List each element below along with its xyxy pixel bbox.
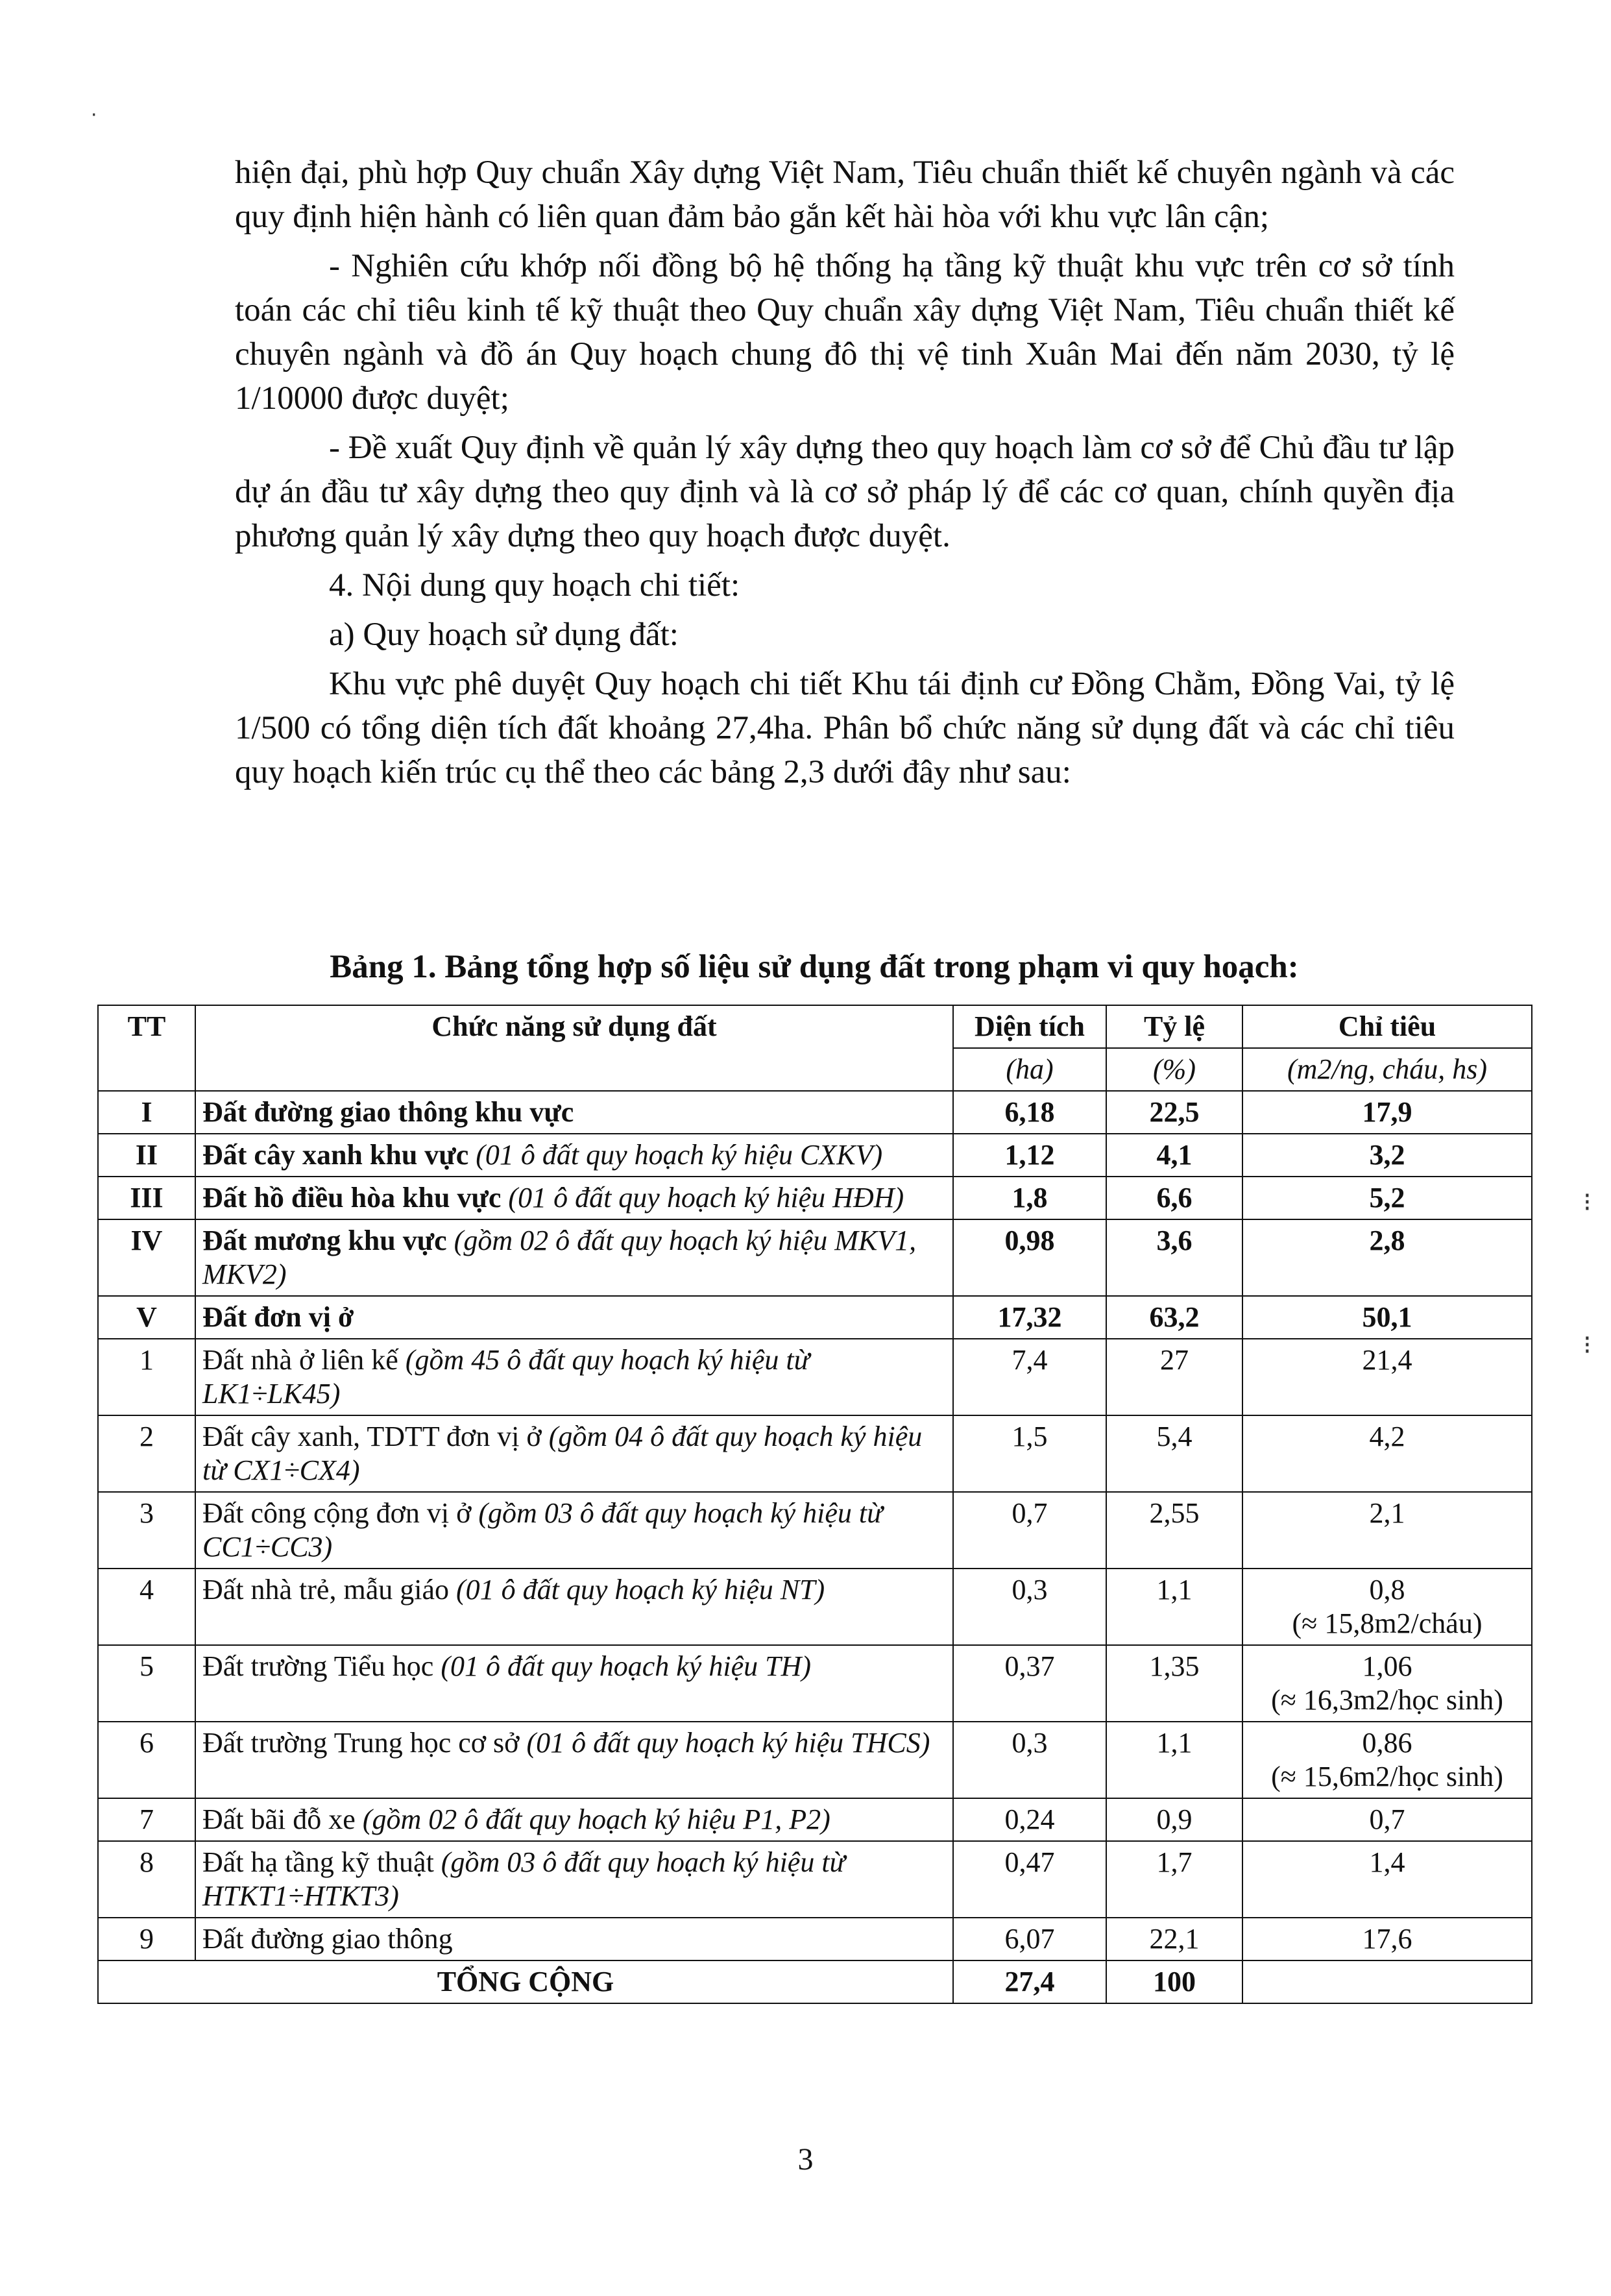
function-name: Đất công cộng đơn vị ở [202, 1497, 472, 1529]
cell-area: 0,3 [953, 1722, 1106, 1798]
index-value: 4,2 [1369, 1421, 1405, 1452]
function-name: Đất đơn vị ở [202, 1301, 354, 1333]
cell-area: 17,32 [953, 1296, 1106, 1339]
paragraph: - Đề xuất Quy định về quản lý xây dựng theo quy hoạch làm cơ sở để Chủ đầu tư lập dự án đầu tư xây dựng theo quy định và là cơ sở pháp lý để các cơ quan, chính quyền địa phương quản lý xây dựng theo quy hoạch được duyệt. [235, 430, 1455, 554]
cell-function [195, 1569, 953, 1645]
table-row [98, 1841, 1532, 1918]
function-note: (01 ô đất quy hoạch ký hiệu TH) [441, 1650, 811, 1682]
header-index: Chỉ tiêu [1242, 1005, 1532, 1048]
cell-area: 6,18 [953, 1091, 1106, 1134]
index-note: (≈ 15,6m2/học sinh) [1271, 1761, 1503, 1792]
cell-function [195, 1296, 953, 1339]
function-note: (gồm 02 ô đất quy hoạch ký hiệu P1, P2) [362, 1803, 830, 1835]
header-function: Chức năng sử dụng đất [195, 1005, 953, 1091]
cell-area: 1,5 [953, 1415, 1106, 1492]
table-row [98, 1645, 1532, 1722]
header-tt: TT [98, 1005, 195, 1091]
unit-ratio: (%) [1106, 1048, 1242, 1091]
table-row [98, 1219, 1532, 1296]
header-row [98, 1005, 1532, 1048]
unit-index: (m2/ng, cháu, hs) [1242, 1048, 1532, 1091]
index-note: (≈ 16,3m2/học sinh) [1271, 1684, 1503, 1716]
function-name: Đất đường giao thông [202, 1923, 453, 1955]
cell-ratio: 6,6 [1106, 1177, 1242, 1219]
index-value: 50,1 [1362, 1301, 1412, 1333]
table-row [98, 1492, 1532, 1569]
cell-index [1242, 1645, 1532, 1722]
index-value: 1,06 [1362, 1650, 1412, 1682]
function-note: (01 ô đất quy hoạch ký hiệu NT) [455, 1574, 825, 1606]
index-value: 3,2 [1369, 1139, 1405, 1171]
cell-index [1242, 1722, 1532, 1798]
table-row [98, 1798, 1532, 1841]
index-note: (≈ 15,8m2/cháu) [1292, 1607, 1483, 1639]
section-heading: 4. Nội dung quy hoạch chi tiết: [329, 567, 740, 604]
cell-tt: I [98, 1091, 195, 1134]
cell-index [1242, 1339, 1532, 1415]
cell-ratio: 2,55 [1106, 1492, 1242, 1569]
index-value: 2,1 [1369, 1497, 1405, 1529]
cell-ratio: 3,6 [1106, 1219, 1242, 1296]
paragraph: - Nghiên cứu khớp nối đồng bộ hệ thống hạ tầng kỹ thuật khu vực trên cơ sở tính toán các chỉ tiêu kinh tế kỹ thuật theo Quy chuẩn xây dựng Việt Nam, Tiêu chuẩn thiết kế chuyên ngành và đồ án Quy hoạch chung đô thị vệ tinh Xuân Mai đến năm 2030, tỷ lệ 1/10000 được duyệt; [235, 248, 1455, 417]
total-area: 27,4 [953, 1960, 1106, 2003]
index-value: 2,8 [1369, 1225, 1405, 1256]
cell-tt: V [98, 1296, 195, 1339]
cell-index [1242, 1219, 1532, 1296]
cell-ratio: 1,1 [1106, 1722, 1242, 1798]
cell-index [1242, 1569, 1532, 1645]
cell-tt: 9 [98, 1918, 195, 1960]
cell-ratio: 1,7 [1106, 1841, 1242, 1918]
cell-ratio: 1,35 [1106, 1645, 1242, 1722]
cell-function [195, 1798, 953, 1841]
cell-function [195, 1841, 953, 1918]
cell-index [1242, 1177, 1532, 1219]
table-title: Bảng 1. Bảng tổng hợp số liệu sử dụng đất trong phạm vi quy hoạch: [330, 949, 1299, 985]
cell-ratio: 4,1 [1106, 1134, 1242, 1177]
function-name: Đất cây xanh, TDTT đơn vị ở [202, 1421, 542, 1452]
cell-tt: 3 [98, 1492, 195, 1569]
cell-tt: 4 [98, 1569, 195, 1645]
index-value: 0,7 [1369, 1803, 1405, 1835]
cell-area: 1,12 [953, 1134, 1106, 1177]
paragraph: Khu vực phê duyệt Quy hoạch chi tiết Khu tái định cư Đồng Chằm, Đồng Vai, tỷ lệ 1/500 có tổng diện tích đất khoảng 27,4ha. Phân bổ chức năng sử dụng đất và các chỉ tiêu quy hoạch kiến trúc cụ thể theo các bảng 2,3 dưới đây như sau: [235, 666, 1455, 790]
function-name: Đất nhà ở liên kế [202, 1344, 398, 1376]
cell-area: 1,8 [953, 1177, 1106, 1219]
cell-ratio: 1,1 [1106, 1569, 1242, 1645]
function-name: Đất hồ điều hòa khu vực [202, 1182, 502, 1214]
page-number: 3 [797, 2142, 814, 2177]
function-name: Đất trường Tiểu học [202, 1650, 434, 1682]
cell-function [195, 1492, 953, 1569]
function-note: (gồm 03 ô đất quy hoạch ký hiệu từ HTKT1÷HTKT3) [202, 1846, 845, 1912]
total-row [98, 1960, 1532, 2003]
cell-index [1242, 1918, 1532, 1960]
index-value: 1,4 [1369, 1846, 1405, 1878]
index-value: 17,6 [1362, 1923, 1412, 1955]
cell-tt: 1 [98, 1339, 195, 1415]
header-ratio: Tỷ lệ [1106, 1005, 1242, 1048]
cell-index [1242, 1091, 1532, 1134]
function-note: (01 ô đất quy hoạch ký hiệu CXKV) [476, 1139, 883, 1171]
cell-tt: 6 [98, 1722, 195, 1798]
cell-index [1242, 1841, 1532, 1918]
paragraph: hiện đại, phù hợp Quy chuẩn Xây dựng Việt Nam, Tiêu chuẩn thiết kế chuyên ngành và các quy định hiện hành có liên quan đảm bảo gắn kết hài hòa với khu vực lân cận; [235, 154, 1455, 235]
cell-tt: 8 [98, 1841, 195, 1918]
index-value: 17,9 [1362, 1096, 1412, 1128]
function-note: (01 ô đất quy hoạch ký hiệu THCS) [526, 1727, 930, 1759]
index-value: 0,86 [1362, 1727, 1412, 1759]
function-name: Đất nhà trẻ, mẫu giáo [202, 1574, 449, 1606]
function-note: (01 ô đất quy hoạch ký hiệu HĐH) [508, 1182, 904, 1214]
cell-ratio: 22,1 [1106, 1918, 1242, 1960]
cell-area: 6,07 [953, 1918, 1106, 1960]
function-note: (gồm 03 ô đất quy hoạch ký hiệu từ CC1÷CC3) [202, 1497, 883, 1563]
table-row [98, 1296, 1532, 1339]
total-label: TỔNG CỘNG [98, 1960, 953, 2003]
table-row [98, 1177, 1532, 1219]
scan-mark: ⁝ [1583, 1330, 1592, 1360]
function-name: Đất trường Trung học cơ sở [202, 1727, 520, 1759]
cell-tt: 7 [98, 1798, 195, 1841]
table-row [98, 1918, 1532, 1960]
table-row [98, 1091, 1532, 1134]
index-value: 0,8 [1369, 1574, 1405, 1606]
header-area: Diện tích [953, 1005, 1106, 1048]
total-index [1242, 1960, 1532, 2003]
cell-function [195, 1722, 953, 1798]
function-name: Đất bãi đỗ xe [202, 1803, 356, 1835]
cell-function [195, 1091, 953, 1134]
land-use-table [97, 1005, 1532, 2004]
function-name: Đất mương khu vực [202, 1225, 447, 1256]
cell-area: 0,7 [953, 1492, 1106, 1569]
scan-mark: ⁝ [1583, 1188, 1592, 1217]
cell-tt: 5 [98, 1645, 195, 1722]
cell-function [195, 1918, 953, 1960]
cell-function [195, 1219, 953, 1296]
cell-tt: 2 [98, 1415, 195, 1492]
cell-index [1242, 1415, 1532, 1492]
subsection-heading: a) Quy hoạch sử dụng đất: [329, 617, 679, 653]
scan-speck: · [91, 104, 97, 127]
function-name: Đất đường giao thông khu vực [202, 1096, 574, 1128]
table-row [98, 1339, 1532, 1415]
table-row [98, 1722, 1532, 1798]
cell-tt: IV [98, 1219, 195, 1296]
cell-function [195, 1339, 953, 1415]
cell-ratio: 27 [1106, 1339, 1242, 1415]
table-row [98, 1415, 1532, 1492]
table-row [98, 1134, 1532, 1177]
cell-ratio: 0,9 [1106, 1798, 1242, 1841]
cell-function [195, 1645, 953, 1722]
cell-tt: III [98, 1177, 195, 1219]
cell-index [1242, 1492, 1532, 1569]
cell-area: 0,24 [953, 1798, 1106, 1841]
cell-area: 0,37 [953, 1645, 1106, 1722]
cell-ratio: 63,2 [1106, 1296, 1242, 1339]
cell-function [195, 1134, 953, 1177]
cell-function [195, 1177, 953, 1219]
cell-area: 0,47 [953, 1841, 1106, 1918]
cell-ratio: 5,4 [1106, 1415, 1242, 1492]
cell-area: 7,4 [953, 1339, 1106, 1415]
index-value: 5,2 [1369, 1182, 1405, 1214]
cell-function [195, 1415, 953, 1492]
cell-index [1242, 1798, 1532, 1841]
unit-area: (ha) [953, 1048, 1106, 1091]
cell-index [1242, 1134, 1532, 1177]
cell-ratio: 22,5 [1106, 1091, 1242, 1134]
total-ratio: 100 [1106, 1960, 1242, 2003]
cell-index [1242, 1296, 1532, 1339]
body-text [235, 151, 1455, 800]
cell-area: 0,98 [953, 1219, 1106, 1296]
table-row [98, 1569, 1532, 1645]
index-value: 21,4 [1362, 1344, 1412, 1376]
function-name: Đất hạ tầng kỹ thuật [202, 1846, 434, 1878]
function-name: Đất cây xanh khu vực [202, 1139, 469, 1171]
function-note: (gồm 04 ô đất quy hoạch ký hiệu từ CX1÷CX4) [202, 1421, 923, 1486]
cell-area: 0,3 [953, 1569, 1106, 1645]
function-note: (gồm 02 ô đất quy hoạch ký hiệu MKV1, MKV2) [202, 1225, 917, 1290]
table-body [98, 1091, 1532, 1960]
function-note: (gồm 45 ô đất quy hoạch ký hiệu từ LK1÷LK45) [202, 1344, 810, 1410]
cell-tt: II [98, 1134, 195, 1177]
